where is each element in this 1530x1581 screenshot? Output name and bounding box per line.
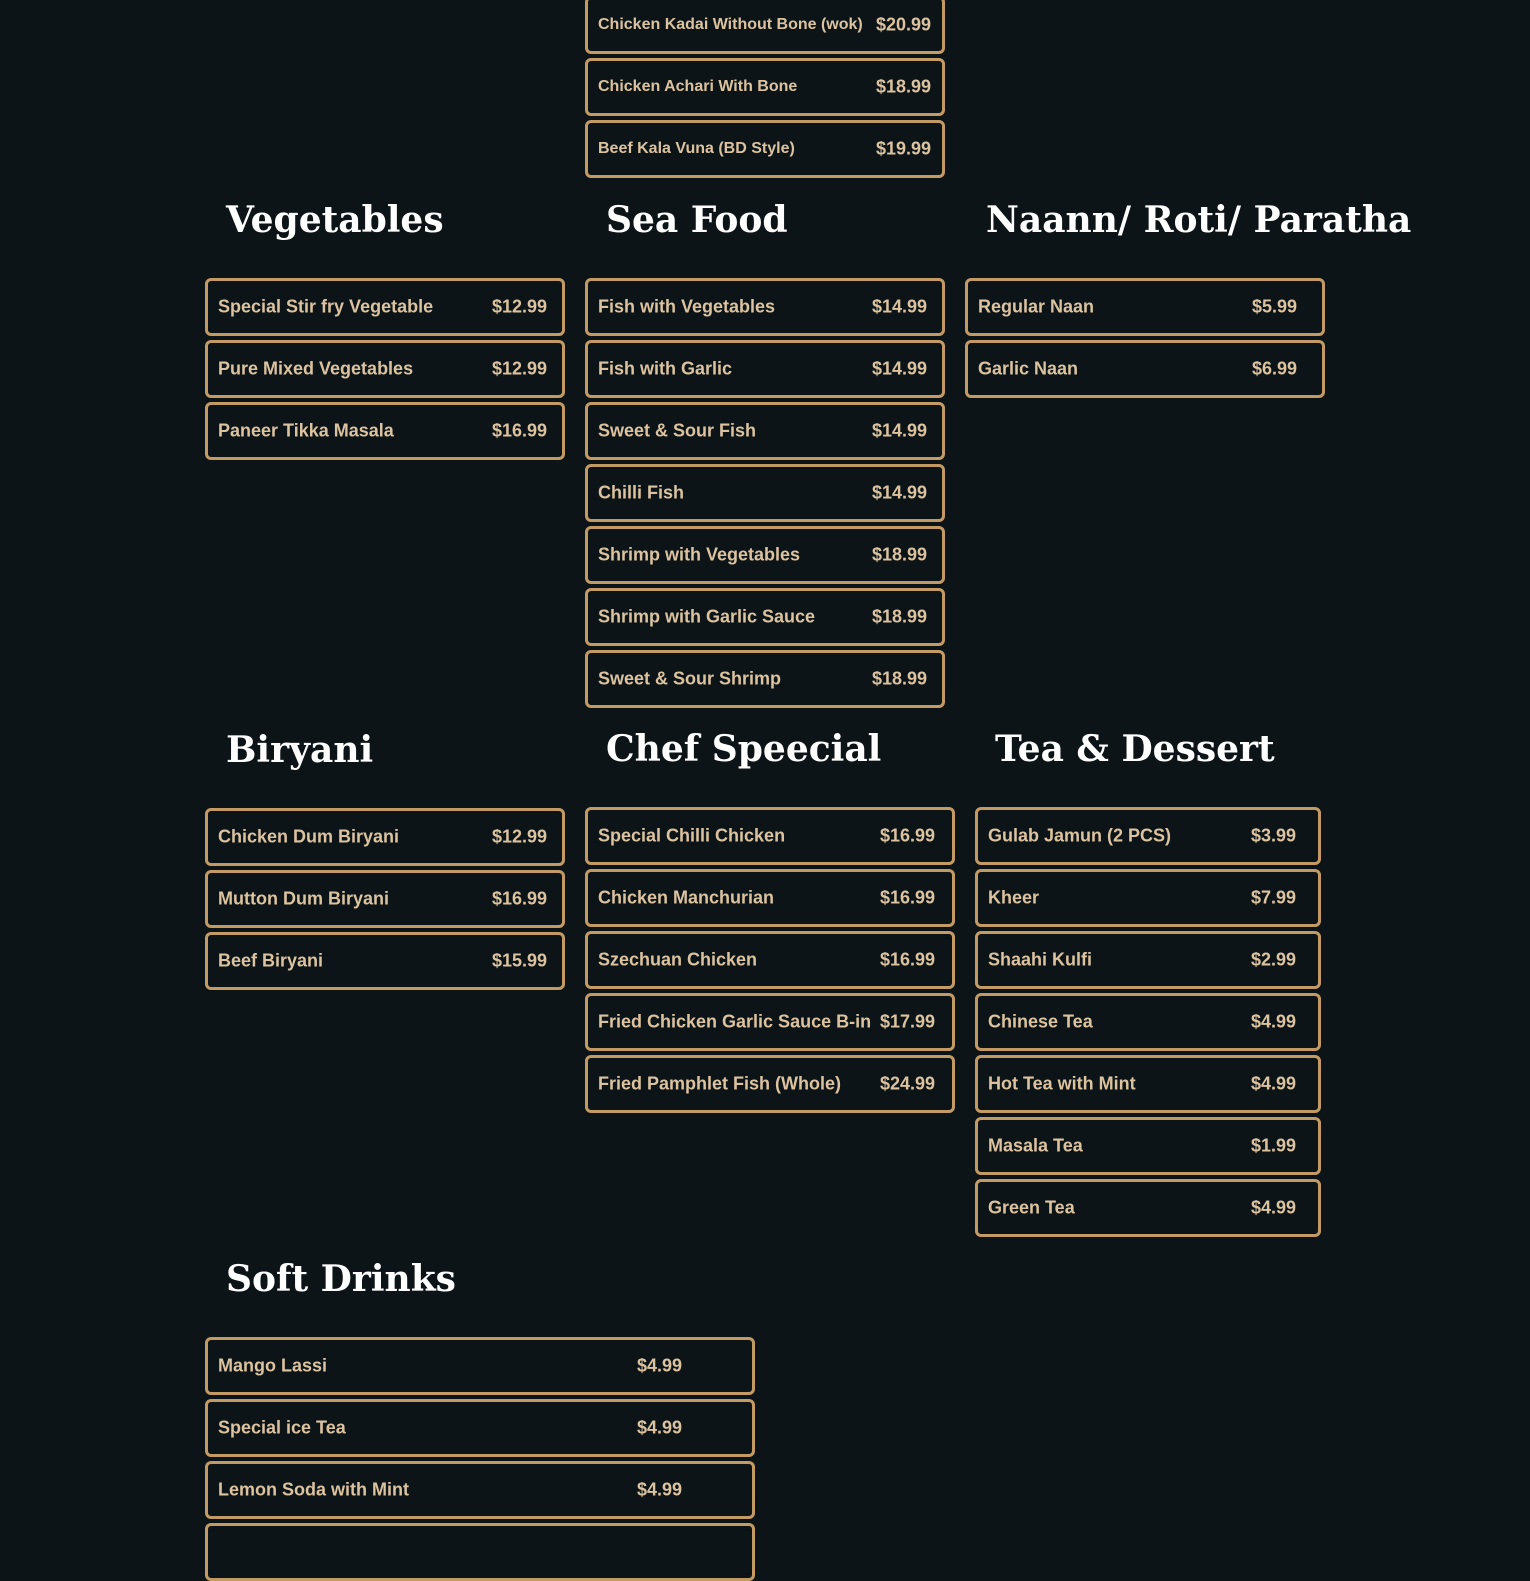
menu-item-name: Garlic Naan (978, 358, 1079, 379)
menu-item[interactable] (965, 278, 1325, 336)
menu-item-price: $4.99 (1251, 1011, 1297, 1032)
menu-item-price: $4.99 (637, 1417, 683, 1438)
menu-item-price: $12.99 (492, 358, 548, 379)
menu-item-name: Chicken Dum Biryani (218, 826, 400, 847)
menu-item[interactable] (585, 993, 955, 1051)
menu-item-name: Chicken Manchurian (598, 887, 775, 908)
menu-item-name: Sweet & Sour Fish (598, 420, 757, 441)
menu-list-soft-drinks (205, 1337, 755, 1581)
menu-item[interactable] (205, 278, 565, 336)
section-title-vegetables: Vegetables (226, 199, 444, 241)
menu-item-price: $7.99 (1251, 887, 1297, 908)
menu-item-price: $3.99 (1251, 825, 1297, 846)
menu-item[interactable] (965, 340, 1325, 398)
menu-item[interactable] (585, 278, 945, 336)
menu-item-price: $4.99 (1251, 1073, 1297, 1094)
menu-item[interactable] (975, 931, 1321, 989)
menu-item[interactable] (205, 402, 565, 460)
menu-item-name: Fish with Garlic (598, 358, 733, 379)
menu-item[interactable] (585, 340, 945, 398)
section-title-chef-special: Chef Speecial (606, 728, 882, 770)
menu-item[interactable] (205, 1337, 755, 1395)
menu-item-price: $18.99 (872, 544, 928, 565)
menu-item-price: $16.99 (880, 825, 936, 846)
menu-item-price: $1.99 (1251, 1135, 1297, 1156)
menu-item-price: $4.99 (637, 1355, 683, 1376)
menu-item-name: Fried Chicken Garlic Sauce B-in (598, 1011, 872, 1032)
menu-item[interactable] (585, 464, 945, 522)
menu-item[interactable] (975, 993, 1321, 1051)
menu-item-price: $16.99 (880, 949, 936, 970)
menu-item[interactable] (585, 0, 945, 54)
menu-item[interactable] (205, 932, 565, 990)
menu-item-price: $17.99 (880, 1011, 936, 1032)
menu-list-vegetables (205, 278, 565, 460)
menu-item-name: Shrimp with Garlic Sauce (598, 606, 816, 627)
menu-item[interactable] (585, 1055, 955, 1113)
menu-item-name: Beef Biryani (218, 950, 324, 971)
menu-item[interactable] (205, 1399, 755, 1457)
menu-item-name: Kheer (988, 887, 1040, 908)
menu-item[interactable] (585, 526, 945, 584)
menu-item-partial[interactable] (205, 1523, 755, 1581)
menu-item-price: $14.99 (872, 296, 928, 317)
section-title-soft-drinks: Soft Drinks (226, 1258, 456, 1300)
menu-item[interactable] (585, 869, 955, 927)
menu-item-price: $14.99 (872, 358, 928, 379)
menu-item-price: $2.99 (1251, 949, 1297, 970)
menu-item-name: Fried Pamphlet Fish (Whole) (598, 1073, 842, 1094)
menu-item-price: $12.99 (492, 296, 548, 317)
menu-list-tea-dessert (975, 807, 1321, 1237)
menu-item[interactable] (975, 869, 1321, 927)
menu-list-naan (965, 278, 1325, 398)
menu-list-biryani (205, 808, 565, 990)
menu-item[interactable] (585, 650, 945, 708)
menu-item-name: Hot Tea with Mint (988, 1073, 1136, 1094)
menu-list-chef-special (585, 807, 955, 1113)
menu-item-name: Chicken Achari With Bone (598, 78, 798, 95)
menu-item-name: Special ice Tea (218, 1417, 346, 1438)
menu-item-price: $4.99 (637, 1479, 683, 1500)
menu-item-name: Chinese Tea (988, 1011, 1093, 1032)
menu-item[interactable] (205, 340, 565, 398)
menu-item-price: $18.99 (876, 76, 932, 97)
menu-item[interactable] (975, 1055, 1321, 1113)
menu-item[interactable] (205, 1461, 755, 1519)
menu-item-name: Mutton Dum Biryani (218, 888, 389, 909)
menu-item[interactable] (585, 58, 945, 116)
menu-item-price: $20.99 (876, 14, 932, 35)
section-title-naan: Naann/ Roti/ Paratha (986, 199, 1412, 241)
menu-item-name: Special Chilli Chicken (598, 825, 786, 846)
section-title-seafood: Sea Food (606, 199, 788, 241)
menu-item-price: $14.99 (872, 420, 928, 441)
menu-item-name: Beef Kala Vuna (BD Style) (598, 140, 795, 157)
menu-item-name: Regular Naan (978, 296, 1095, 317)
menu-list-top (585, 0, 945, 178)
menu-item-price: $18.99 (872, 668, 928, 689)
menu-item-price: $15.99 (492, 950, 548, 971)
menu-item-name: Pure Mixed Vegetables (218, 358, 414, 379)
menu-item-name: Mango Lassi (218, 1355, 328, 1376)
menu-item-price: $14.99 (872, 482, 928, 503)
menu-item[interactable] (585, 402, 945, 460)
menu-item[interactable] (585, 807, 955, 865)
menu-item-price: $5.99 (1252, 296, 1298, 317)
menu-item-price: $18.99 (872, 606, 928, 627)
menu-item-price: $16.99 (492, 420, 548, 441)
menu-item[interactable] (205, 870, 565, 928)
menu-item-name: Paneer Tikka Masala (218, 420, 394, 441)
section-title-tea-dessert: Tea & Dessert (995, 728, 1275, 770)
menu-item-price: $6.99 (1252, 358, 1298, 379)
menu-item-name: Gulab Jamun (2 PCS) (988, 825, 1172, 846)
menu-item-price: $16.99 (492, 888, 548, 909)
menu-item-name: Chilli Fish (598, 482, 685, 503)
menu-item-price: $19.99 (876, 138, 932, 159)
menu-list-seafood (585, 278, 945, 708)
section-title-biryani: Biryani (226, 729, 374, 771)
menu-item-name: Lemon Soda with Mint (218, 1479, 409, 1500)
menu-item-name: Fish with Vegetables (598, 296, 776, 317)
menu-item[interactable] (975, 1179, 1321, 1237)
menu-item-name: Chicken Kadai Without Bone (wok) (598, 16, 863, 33)
menu-item-price: $12.99 (492, 826, 548, 847)
menu-item-name: Shaahi Kulfi (988, 949, 1093, 970)
menu-item-price: $4.99 (1251, 1197, 1297, 1218)
menu-item[interactable] (975, 807, 1321, 865)
menu-item-price: $24.99 (880, 1073, 936, 1094)
menu-item-price: $16.99 (880, 887, 936, 908)
menu-item-name: Shrimp with Vegetables (598, 544, 801, 565)
menu-item[interactable] (585, 120, 945, 178)
menu-item-name: Green Tea (988, 1197, 1075, 1218)
menu-item[interactable] (205, 808, 565, 866)
menu-item-name: Szechuan Chicken (598, 949, 758, 970)
menu-item-name: Special Stir fry Vegetable (218, 296, 434, 317)
menu-item[interactable] (975, 1117, 1321, 1175)
menu-item-name: Sweet & Sour Shrimp (598, 668, 782, 689)
menu-item[interactable] (585, 588, 945, 646)
menu-item[interactable] (585, 931, 955, 989)
menu-item-name: Masala Tea (988, 1135, 1083, 1156)
